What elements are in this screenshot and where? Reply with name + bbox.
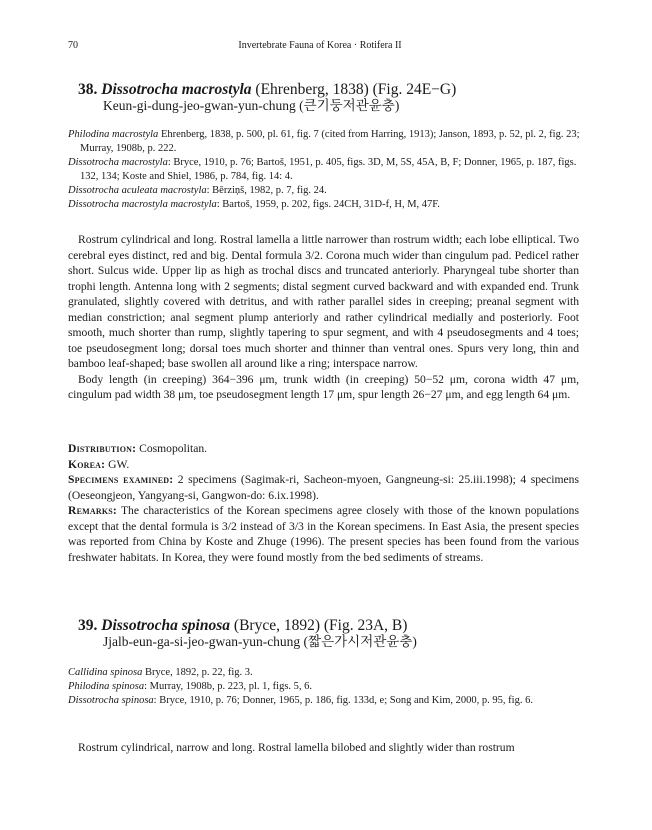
synonym-entry: Dissotrocha aculeata macrostyla: Bērziņš, 1982, p. 7, fig. 24. [68,185,327,197]
species-38-korean-name: Keun-gi-dung-jeo-gwan-yun-chung (큰기둥저관윤충) [103,98,400,113]
species-38-description [68,232,579,403]
species-author: (Ehrenberg, 1838) (Fig. 24E−G) [255,81,457,98]
specimens-field: Specimens examined: 2 specimens (Sagimak-ri, Sacheon-myoen, Gangneung-si: 25.iii.1998); 4 specimens (Oeseongjeon, Yangyang-si, Gangwon-do: 6.ix.1998). [68,473,579,502]
description-paragraph: Rostrum cylindrical, narrow and long. Rostral lamella bilobed and slightly wider than rostrum [78,741,515,754]
distribution-field: Distribution: Cosmopolitan. [68,442,208,455]
page-number: 70 [68,40,78,51]
synonym-entry: Callidina spinosa Bryce, 1892, p. 22, fig. 3. [68,667,253,678]
species-38-synonymy [68,128,580,213]
measurements-paragraph: Body length (in creeping) 364−396 μm, trunk width (in creeping) 50−52 μm, corona width 47 μm, cingulum pad width 38 μm, toe pseudosegment length 17 μm, spur length 26−27 μm, and egg length 64 μm. [68,372,579,401]
species-author: (Bryce, 1892) (Fig. 23A, B) [233,617,408,634]
species-38-heading [78,80,456,99]
running-header [68,40,572,56]
running-title: Invertebrate Fauna of Korea · Rotifera II [238,40,402,51]
remarks-field: Remarks: The characteristics of the Korean specimens agree closely with those of the known populations except that the dental formula is 3/2 instead of 3/3 in the Korean specimens. In East Asia, the present species was reported from China by Koste and Zhuge (1996). The present species has been found from the various freshwater habitats. In Korea, they were found mostly from the bed sediments of streams. [68,504,579,564]
species-39-synonymy [68,666,580,708]
description-paragraph: Rostrum cylindrical and long. Rostral lamella a little narrower than rostrum width; each lobe elliptical. Two cerebral eyes distinct, red and big. Dental formula 3/2. Corona much wider than cingulum pad. Pedicel rather short. Sulcus wide. Upper lip as high as trochal discs and truncated anteriorly. Pharyngeal tube shorter than trophi length. Antenna long with 2 segments; distal segment curved backward and with expanded end. Trunk granulated, slightly covered with detritus, and with rather parallel sides in creeping; preanal segment with median constriction; anal segment plump anteriorly and rather cylindrical medially and posteriorly. Foot smooth, much shorter than rump, slightly tapering to spur segment, and with 4 pseudosegments and 4 toes; toe pseudosegment long; dorsal toes much shorter and thinner than ventral ones. Spurs very long, thin and bamboo leaf-shaped; base swollen all around like a ring; interspace narrow. [68,233,579,370]
species-number: 38. [78,81,98,98]
species-39-korean-name: Jjalb-eun-ga-si-jeo-gwan-yun-chung (짧은가시저관윤충) [103,634,417,649]
species-number: 39. [78,617,98,634]
synonym-entry: Philodina macrostyla Ehrenberg, 1838, p. 500, pl. 61, fig. 7 (cited from Harring, 1913); Janson, 1893, p. 52, pl. 2, fig. 23; Murray, 1908b, p. 222. [68,129,580,155]
species-39-heading [78,616,407,635]
species-39-description [68,740,579,756]
species-name: Dissotrocha spinosa [101,617,231,634]
synonym-entry: Dissotrocha macrostyla: Bryce, 1910, p. 76; Bartoš, 1951, p. 405, figs. 3D, M, 5S, 45A, B, F; Donner, 1965, p. 187, figs. 132, 134; Koste and Shiel, 1986, p. 784, fig. 14: 4. [68,157,577,183]
synonym-entry: Dissotrocha macrostyla macrostyla: Bartoš, 1959, p. 202, figs. 24CH, 31D-f, H, M, 47F. [68,199,440,211]
synonym-entry: Philodina spinosa: Murray, 1908b, p. 223, pl. 1, figs. 5, 6. [68,681,313,693]
species-38-fields [68,441,579,565]
synonym-entry: Dissotrocha spinosa: Bryce, 1910, p. 76; Donner, 1965, p. 186, fig. 133d, e; Song and Kim, 2000, p. 95, fig. 6. [68,695,533,707]
korea-field: Korea: GW. [68,457,130,471]
species-name: Dissotrocha macrostyla [101,81,252,98]
